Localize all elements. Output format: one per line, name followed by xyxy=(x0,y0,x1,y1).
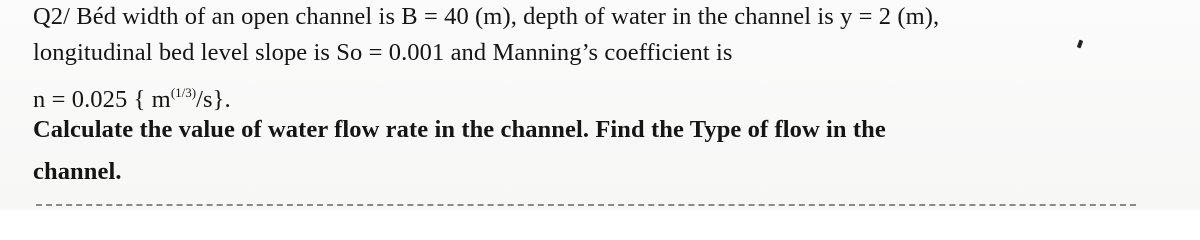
question-line-1: Q2/ Béd width of an open channel is B = 40 (m), depth of water in the channel is y = 2 (m), xyxy=(33,3,940,30)
task-line-2: channel. xyxy=(33,158,122,185)
manning-unit-suffix: /s}. xyxy=(196,86,231,113)
manning-unit-exponent: (1/3) xyxy=(170,85,197,100)
question-line-3 xyxy=(33,85,231,118)
task-line-1: Calculate the value of water flow rate in the channel. Find the Type of flow in the xyxy=(33,116,886,143)
question-line-2: longitudinal bed level slope is So = 0.001 and Manning’s coefficient is xyxy=(33,39,733,66)
manning-n-value: n = 0.025 { m xyxy=(33,86,171,113)
dashed-divider xyxy=(36,204,1136,206)
ink-speck-mark xyxy=(1077,40,1083,49)
